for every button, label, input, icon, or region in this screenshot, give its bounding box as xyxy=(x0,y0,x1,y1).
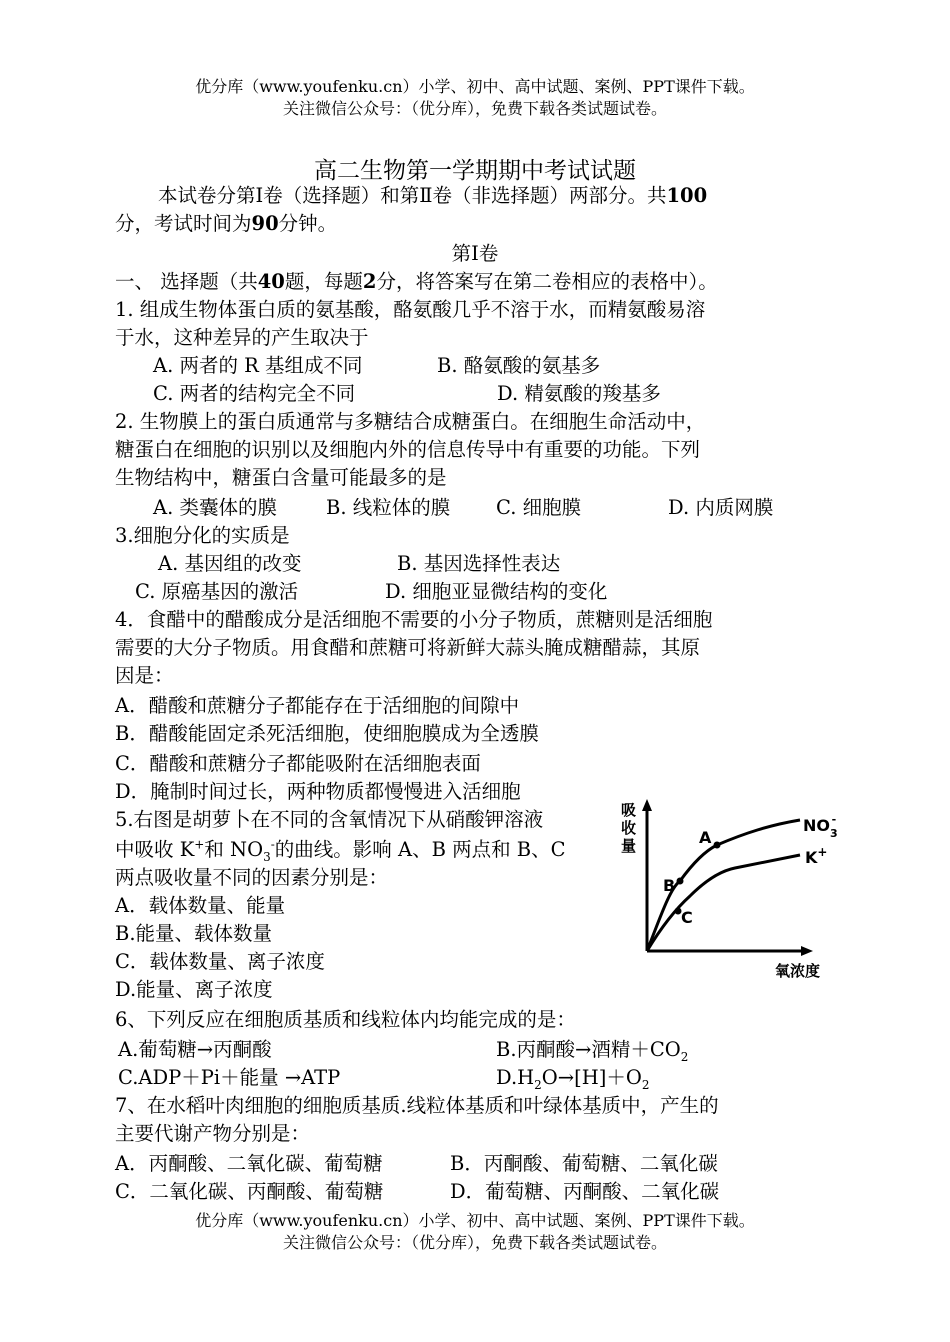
point-b-label: B xyxy=(663,876,676,895)
q5-stem-line-1: 5.右图是胡萝卜在不同的含氧情况下从硝酸钾溶液 xyxy=(115,808,544,831)
no3-label: $NO_3-$ xyxy=(803,813,838,840)
q1-option-c: C. 两者的结构完全不同 xyxy=(153,382,356,405)
q1-stem-line-2: 于水，这种差异的产生取决于 xyxy=(115,326,369,349)
q6-option-a: A.葡萄糖→丙酮酸 xyxy=(118,1038,272,1061)
footer-line-2: 关注微信公众号：（优分库），免费下载各类试题试卷。 xyxy=(282,1233,667,1252)
footer-line-1: 优分库（www.youfenku.cn）小学、初中、高中试题、案例、PPT课件下载。 xyxy=(195,1211,755,1230)
q1-stem-line-1: 1. 组成生物体蛋白质的氨基酸，酪氨酸几乎不溶于水，而精氨酸易溶 xyxy=(115,298,706,321)
q6-option-c: C.ADP＋Pi＋能量 →ATP xyxy=(118,1066,341,1089)
q1-option-a: A. 两者的 R 基组成不同 xyxy=(153,354,363,377)
q7-stem-line-2: 主要代谢产物分别是： xyxy=(115,1122,311,1145)
point-a-marker xyxy=(714,842,721,849)
section-heading: 一、 选择题（共40题，每题2分，将答案写在第二卷相应的表格中）。 xyxy=(115,270,718,293)
q4-option-d: D．腌制时间过长，两种物质都慢慢进入活细胞 xyxy=(115,780,521,803)
q1-option-b: B. 酪氨酸的氨基多 xyxy=(437,354,601,377)
q7-option-d: D．葡萄糖、丙酮酸、二氧化碳 xyxy=(450,1180,720,1203)
intro-line-2: 分，考试时间为90分钟。 xyxy=(115,212,338,235)
intro-line-1: 本试卷分第Ⅰ卷（选择题）和第Ⅱ卷（非选择题）两部分。共100 xyxy=(158,184,708,207)
q4-option-b: B．醋酸能固定杀死活细胞，使细胞膜成为全透膜 xyxy=(115,722,539,745)
absorption-curve-figure xyxy=(605,793,845,983)
q3-stem: 3.细胞分化的实质是 xyxy=(115,524,290,547)
q1-option-d: D. 精氨酸的羧基多 xyxy=(497,382,661,405)
q3-option-d: D. 细胞亚显微结构的变化 xyxy=(385,580,608,603)
point-c-label: C xyxy=(681,908,693,927)
q3-option-a: A. 基因组的改变 xyxy=(158,552,302,575)
q2-option-a: A. 类囊体的膜 xyxy=(153,496,277,519)
y-axis-label-3: 量 xyxy=(621,837,637,855)
q6-option-b: B.丙酮酸→酒精$+CO_2$ xyxy=(496,1038,689,1064)
q7-stem-line-1: 7、在水稻叶肉细胞的细胞质基质.线粒体基质和叶绿体基质中，产生的 xyxy=(115,1094,719,1117)
x-axis-arrow-icon xyxy=(801,946,813,956)
q5-option-b: B.能量、载体数量 xyxy=(115,922,273,945)
q5-stem-line-2: 中吸收 K+和 $NO_3^-$的曲线。影响 A、B 两点和 B、C xyxy=(115,837,566,864)
q4-stem-line-3: 因是： xyxy=(115,664,174,687)
q3-option-b: B. 基因选择性表达 xyxy=(397,552,561,575)
x-axis-label: 氧浓度 xyxy=(775,962,821,980)
q5-option-d: D.能量、离子浓度 xyxy=(115,978,273,1001)
q5-stem-line-3: 两点吸收量不同的因素分别是： xyxy=(115,866,389,889)
y-axis-label-1: 吸 xyxy=(621,801,637,819)
q6-stem: 6、下列反应在细胞质基质和线粒体内均能完成的是： xyxy=(115,1008,576,1031)
q4-stem-line-2: 需要的大分子物质。用食醋和蔗糖可将新鲜大蒜头腌成糖醋蒜，其原 xyxy=(115,636,701,659)
y-axis-label-2: 收 xyxy=(621,819,637,837)
q4-stem-line-1: 4．食醋中的醋酸成分是活细胞不需要的小分子物质，蔗糖则是活细胞 xyxy=(115,608,713,631)
header-line-2: 关注微信公众号：（优分库），免费下载各类试题试卷。 xyxy=(282,99,667,118)
point-b-marker xyxy=(677,878,684,885)
q7-option-c: C．二氧化碳、丙酮酸、葡萄糖 xyxy=(115,1180,384,1203)
q4-option-c: C．醋酸和蔗糖分子都能吸附在活细胞表面 xyxy=(115,752,481,775)
q5-option-c: C．载体数量、离子浓度 xyxy=(115,950,325,973)
q6-option-d: $D.H_2O\to[H]+O_2$ xyxy=(496,1066,650,1092)
q3-option-c: C. 原癌基因的激活 xyxy=(135,580,299,603)
q5-option-a: A．载体数量、能量 xyxy=(115,894,286,917)
q2-option-c: C. 细胞膜 xyxy=(496,496,582,519)
q7-option-a: A．丙酮酸、二氧化碳、葡萄糖 xyxy=(115,1152,383,1175)
q2-option-d: D. 内质网膜 xyxy=(668,496,774,519)
header-line-1: 优分库（www.youfenku.cn）小学、初中、高中试题、案例、PPT课件下载。 xyxy=(195,77,755,96)
k-label: K+ xyxy=(805,845,828,867)
q7-option-b: B．丙酮酸、葡萄糖、二氧化碳 xyxy=(450,1152,718,1175)
q2-stem-line-3: 生物结构中，糖蛋白含量可能最多的是 xyxy=(115,466,447,489)
q2-stem-line-1: 2. 生物膜上的蛋白质通常与多糖结合成糖蛋白。在细胞生命活动中， xyxy=(115,410,706,433)
page-title: 高二生物第一学期期中考试试题 xyxy=(314,158,636,184)
q4-option-a: A．醋酸和蔗糖分子都能存在于活细胞的间隙中 xyxy=(115,694,520,717)
q2-option-b: B. 线粒体的膜 xyxy=(326,496,451,519)
part-title: 第Ⅰ卷 xyxy=(451,242,499,265)
k-curve xyxy=(647,855,800,951)
q2-stem-line-2: 糖蛋白在细胞的识别以及细胞内外的信息传导中有重要的功能。下列 xyxy=(115,438,701,461)
point-a-label: A xyxy=(699,828,712,847)
y-axis-arrow-icon xyxy=(642,799,652,811)
